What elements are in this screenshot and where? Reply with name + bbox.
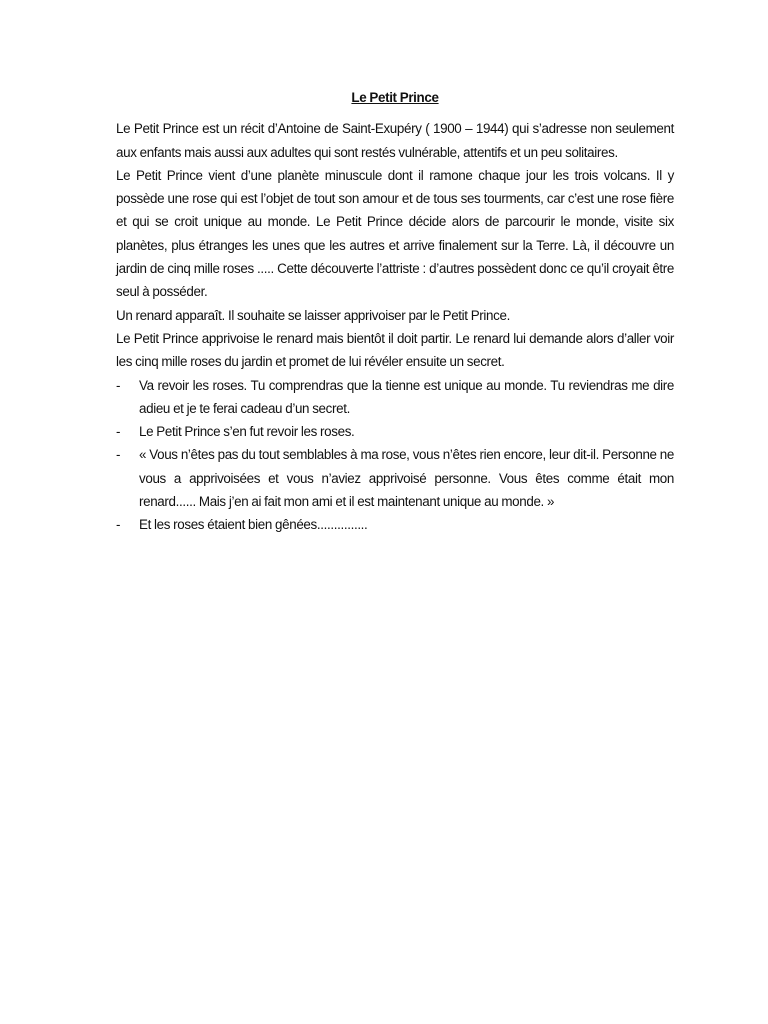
list-dash: - <box>116 424 121 440</box>
list-item <box>116 443 674 513</box>
list-item-text: Va revoir les roses. Tu comprendras que la tienne est unique au monde. Tu reviendras me dire adieu et je te ferai cadeau d’un secret. <box>139 377 674 416</box>
paragraph-planet: Le Petit Prince vient d’une planète minuscule dont il ramone chaque jour les trois volcans. Il y possède une rose qui est l’objet de tout son amour et de tous ses tourments, car c’est une rose fière et qui se croit unique au monde. Le Petit Prince décide alors de parcourir le monde, visite six planètes, plus étranges les unes que les autres et arrive finalement sur la Terre. Là, il découvre un jardin de cinq mille roses ..... Cette découverte l’attriste : d’autres possèdent donc ce qu’il croyait être seul à posséder. <box>116 167 674 300</box>
list-item-text: Et les roses étaient bien gênées............... <box>139 517 368 533</box>
list-dash: - <box>116 517 121 533</box>
list-item <box>116 513 674 536</box>
list-item-text: Le Petit Prince s’en fut revoir les roses. <box>139 424 355 440</box>
document-page <box>116 86 674 537</box>
paragraph-fox-tamed: Le Petit Prince apprivoise le renard mais bientôt il doit partir. Le renard lui demande alors d’aller voir les cinq mille roses du jardin et promet de lui révéler ensuite un secret. <box>116 330 674 370</box>
document-title: Le Petit Prince <box>351 90 439 105</box>
list-dash: - <box>116 377 121 393</box>
list-item-text: « Vous n’êtes pas du tout semblables à ma rose, vous n’êtes rien encore, leur dit-il. Personne ne vous a apprivoisées et vous n’aviez apprivoisé personne. Vous êtes comme était mon renard...... Mais j’en ai fait mon ami et il est maintenant unique au monde. » <box>139 447 674 510</box>
dialogue-list <box>116 374 674 537</box>
list-dash: - <box>116 447 121 463</box>
list-item <box>116 420 674 443</box>
paragraph-fox-appears: Un renard apparaît. Il souhaite se laisser apprivoiser par le Petit Prince. <box>116 307 510 323</box>
paragraph-intro: Le Petit Prince est un récit d’Antoine de Saint-Exupéry ( 1900 – 1944) qui s’adresse non seulement aux enfants mais aussi aux adultes qui sont restés vulnérable, attentifs et un peu solitaires. <box>116 121 674 160</box>
list-item <box>116 374 674 421</box>
